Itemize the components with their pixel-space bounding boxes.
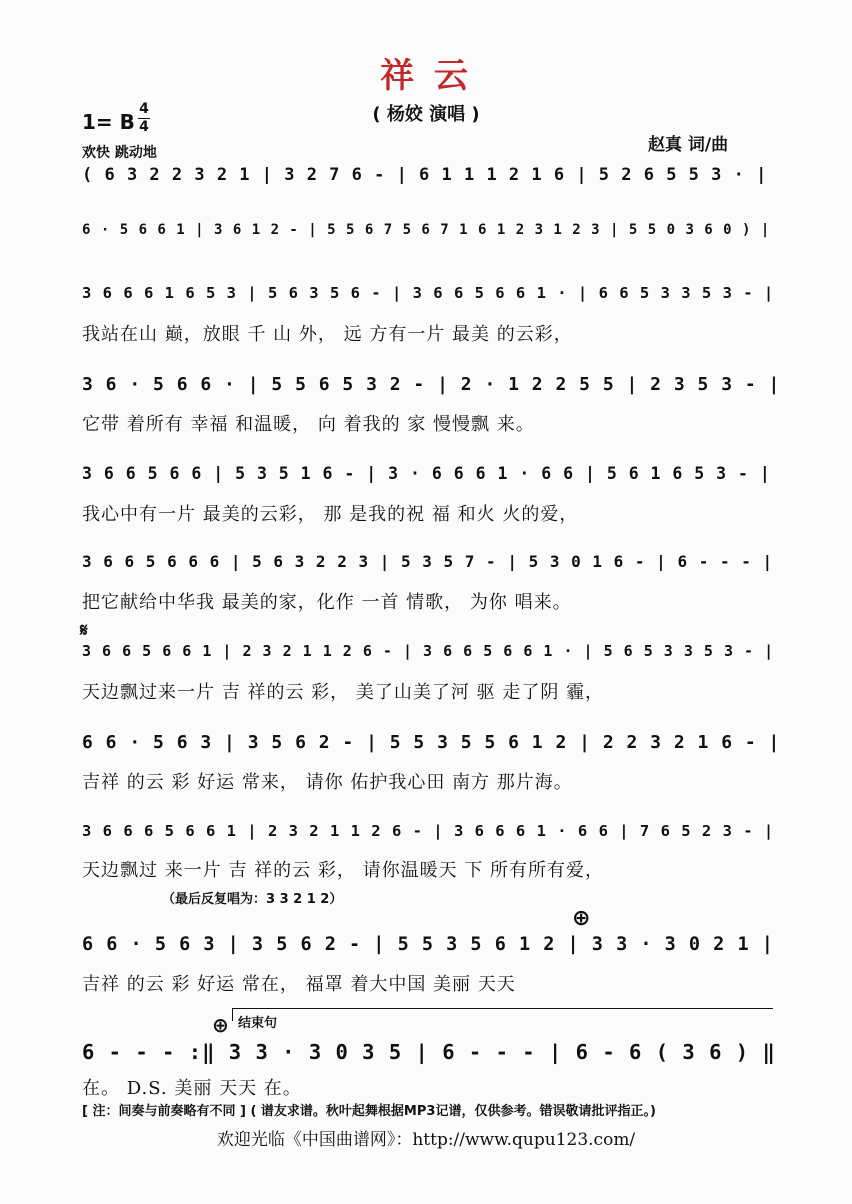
time-signature <box>138 102 150 135</box>
notation-row-8: 6 6 · 5 6 3 | 3 5 6 2 - | 5 5 3 5 5 6 1 2 | 2 2 3 2 1 6 - | <box>82 732 781 753</box>
lyrics-row-9: 天边飘过 来一片 吉 祥的云 彩， 请你温暖天 下 所有所有爱， <box>82 860 605 881</box>
notation-row-9: 3 6 6 6 5 6 6 1 | 2 3 2 1 1 2 6 - | 3 6 6 6 1 · 6 6 | 7 6 5 2 3 - | <box>82 822 775 840</box>
lyrics-row-8: 吉祥 的云 彩 好运 常来， 请你 佑护我心田 南方 那片海。 <box>82 772 573 793</box>
ending-label: 结束句 <box>238 1016 278 1031</box>
notation-row-11: 6 - - - :‖ 3 3 · 3 0 3 5 | 6 - - - | 6 - 6 ( 3 6 ) ‖ <box>82 1040 776 1064</box>
page-title: 祥 云 <box>380 56 472 96</box>
site-welcome: 欢迎光临《中国曲谱网》：http://www.qupu123.com/ <box>216 1130 636 1150</box>
coda-icon: ⊕ <box>212 1013 229 1037</box>
segno-icon: 𝄋 <box>80 620 88 641</box>
notation-row-5: 3 6 6 5 6 6 | 5 3 5 1 6 - | 3 · 6 6 6 1 · 6 6 | 5 6 1 6 5 3 - | <box>82 464 771 483</box>
key-signature: 1= B <box>82 110 135 134</box>
tempo-marking: 欢快 跳动地 <box>82 145 157 161</box>
notation-row-1: ( 6 3 2 2 3 2 1 | 3 2 7 6 - | 6 1 1 1 2 1 6 | 5 2 6 5 5 3 · | <box>82 165 768 185</box>
ending-bracket <box>232 1008 773 1021</box>
lyrics-row-5: 我心中有一片 最美的云彩， 那 是我的祝 福 和火 火的爱， <box>82 504 579 525</box>
lyrics-row-3: 我站在山 巅，放眼 千 山 外， 远 方有一片 最美 的云彩， <box>82 324 573 345</box>
lyrics-row-11: 在。 D.S. 美丽 天天 在。 <box>82 1078 302 1099</box>
time-top: 4 <box>139 101 149 117</box>
time-bottom: 4 <box>139 119 149 135</box>
notation-row-3: 3 6 6 6 1 6 5 3 | 5 6 3 5 6 - | 3 6 6 5 6 6 1 · | 6 6 5 3 3 5 3 - | <box>82 284 775 302</box>
lyrics-row-6: 把它献给中华我 最美的家，化作 一首 情歌， 为你 唱来。 <box>82 592 572 613</box>
lyrics-row-10: 吉祥 的云 彩 好运 常在， 福罩 着大中国 美丽 天天 <box>82 974 516 995</box>
singer-credit: ( 杨姣 演唱 ) <box>372 104 480 125</box>
footnote: [ 注：间奏与前奏略有不同 ] ( 谱友求谱。秋叶起舞根据MP3记谱，仅供参考。错误敬请批评指正。) <box>82 1104 656 1119</box>
lyrics-row-4: 它带 着所有 幸福 和温暖， 向 着我的 家 慢慢飘 来。 <box>82 414 535 435</box>
notation-row-2: 6 · 5 6 6 1 | 3 6 1 2 - | 5 5 6 7 5 6 7 1 6 1 2 3 1 2 3 | 5 5 0 3 6 0 ) | <box>82 222 771 238</box>
coda-icon: ⊕ <box>572 906 591 931</box>
repeat-instruction: （最后反复唱为：3 3 2 1 2） <box>162 892 343 907</box>
author-credit: 赵真 词/曲 <box>648 135 729 155</box>
notation-row-10: 6 6 · 5 6 3 | 3 5 6 2 - | 5 5 3 5 6 1 2 | 3 3 · 3 0 2 1 | <box>82 934 774 955</box>
notation-row-4: 3 6 · 5 6 6 · | 5 5 6 5 3 2 - | 2 · 1 2 2 5 5 | 2 3 5 3 - | <box>82 374 781 395</box>
lyrics-row-7: 天边飘过来一片 吉 祥的云 彩， 美了山美了河 驱 走了阴 霾， <box>82 682 605 703</box>
notation-row-7: 3 6 6 5 6 6 1 | 2 3 2 1 1 2 6 - | 3 6 6 5 6 6 1 · | 5 6 5 3 3 5 3 - | <box>82 642 775 660</box>
notation-row-6: 3 6 6 5 6 6 6 | 5 6 3 2 2 3 | 5 3 5 7 - | 5 3 0 1 6 - | 6 - - - | <box>82 552 774 571</box>
